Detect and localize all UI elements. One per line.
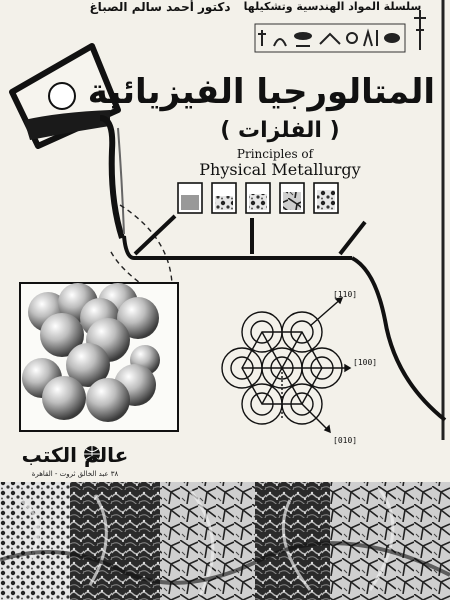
direction-label-100: [100]: [353, 358, 378, 367]
publisher-name: عالم الكتب: [21, 443, 129, 467]
series-title: سلسلة المواد الهندسية وتشكيلها: [243, 0, 422, 13]
crystal-plane-diagram: [222, 298, 350, 432]
micrograph-strip: [0, 482, 450, 600]
book-title-arabic: المتالورجيا الفيزيائية: [87, 72, 435, 112]
book-subtitle-arabic: ( الفلزات ): [220, 118, 340, 143]
direction-label-010: [010]: [333, 436, 358, 445]
book-title-english-line1: Principles of: [236, 147, 314, 161]
book-title-english-line2: Physical Metallurgy: [199, 160, 361, 179]
direction-label-110: [110]: [333, 290, 358, 299]
beaker-row: [178, 183, 338, 213]
author-name: دكتور أحمد سالم الصباغ: [89, 0, 231, 14]
publisher-address: ٣٨ عبد الخالق ثروت - القاهرة: [31, 470, 119, 478]
hieroglyph-frieze: [255, 10, 426, 52]
sphere-packing-illustration: [20, 283, 178, 431]
